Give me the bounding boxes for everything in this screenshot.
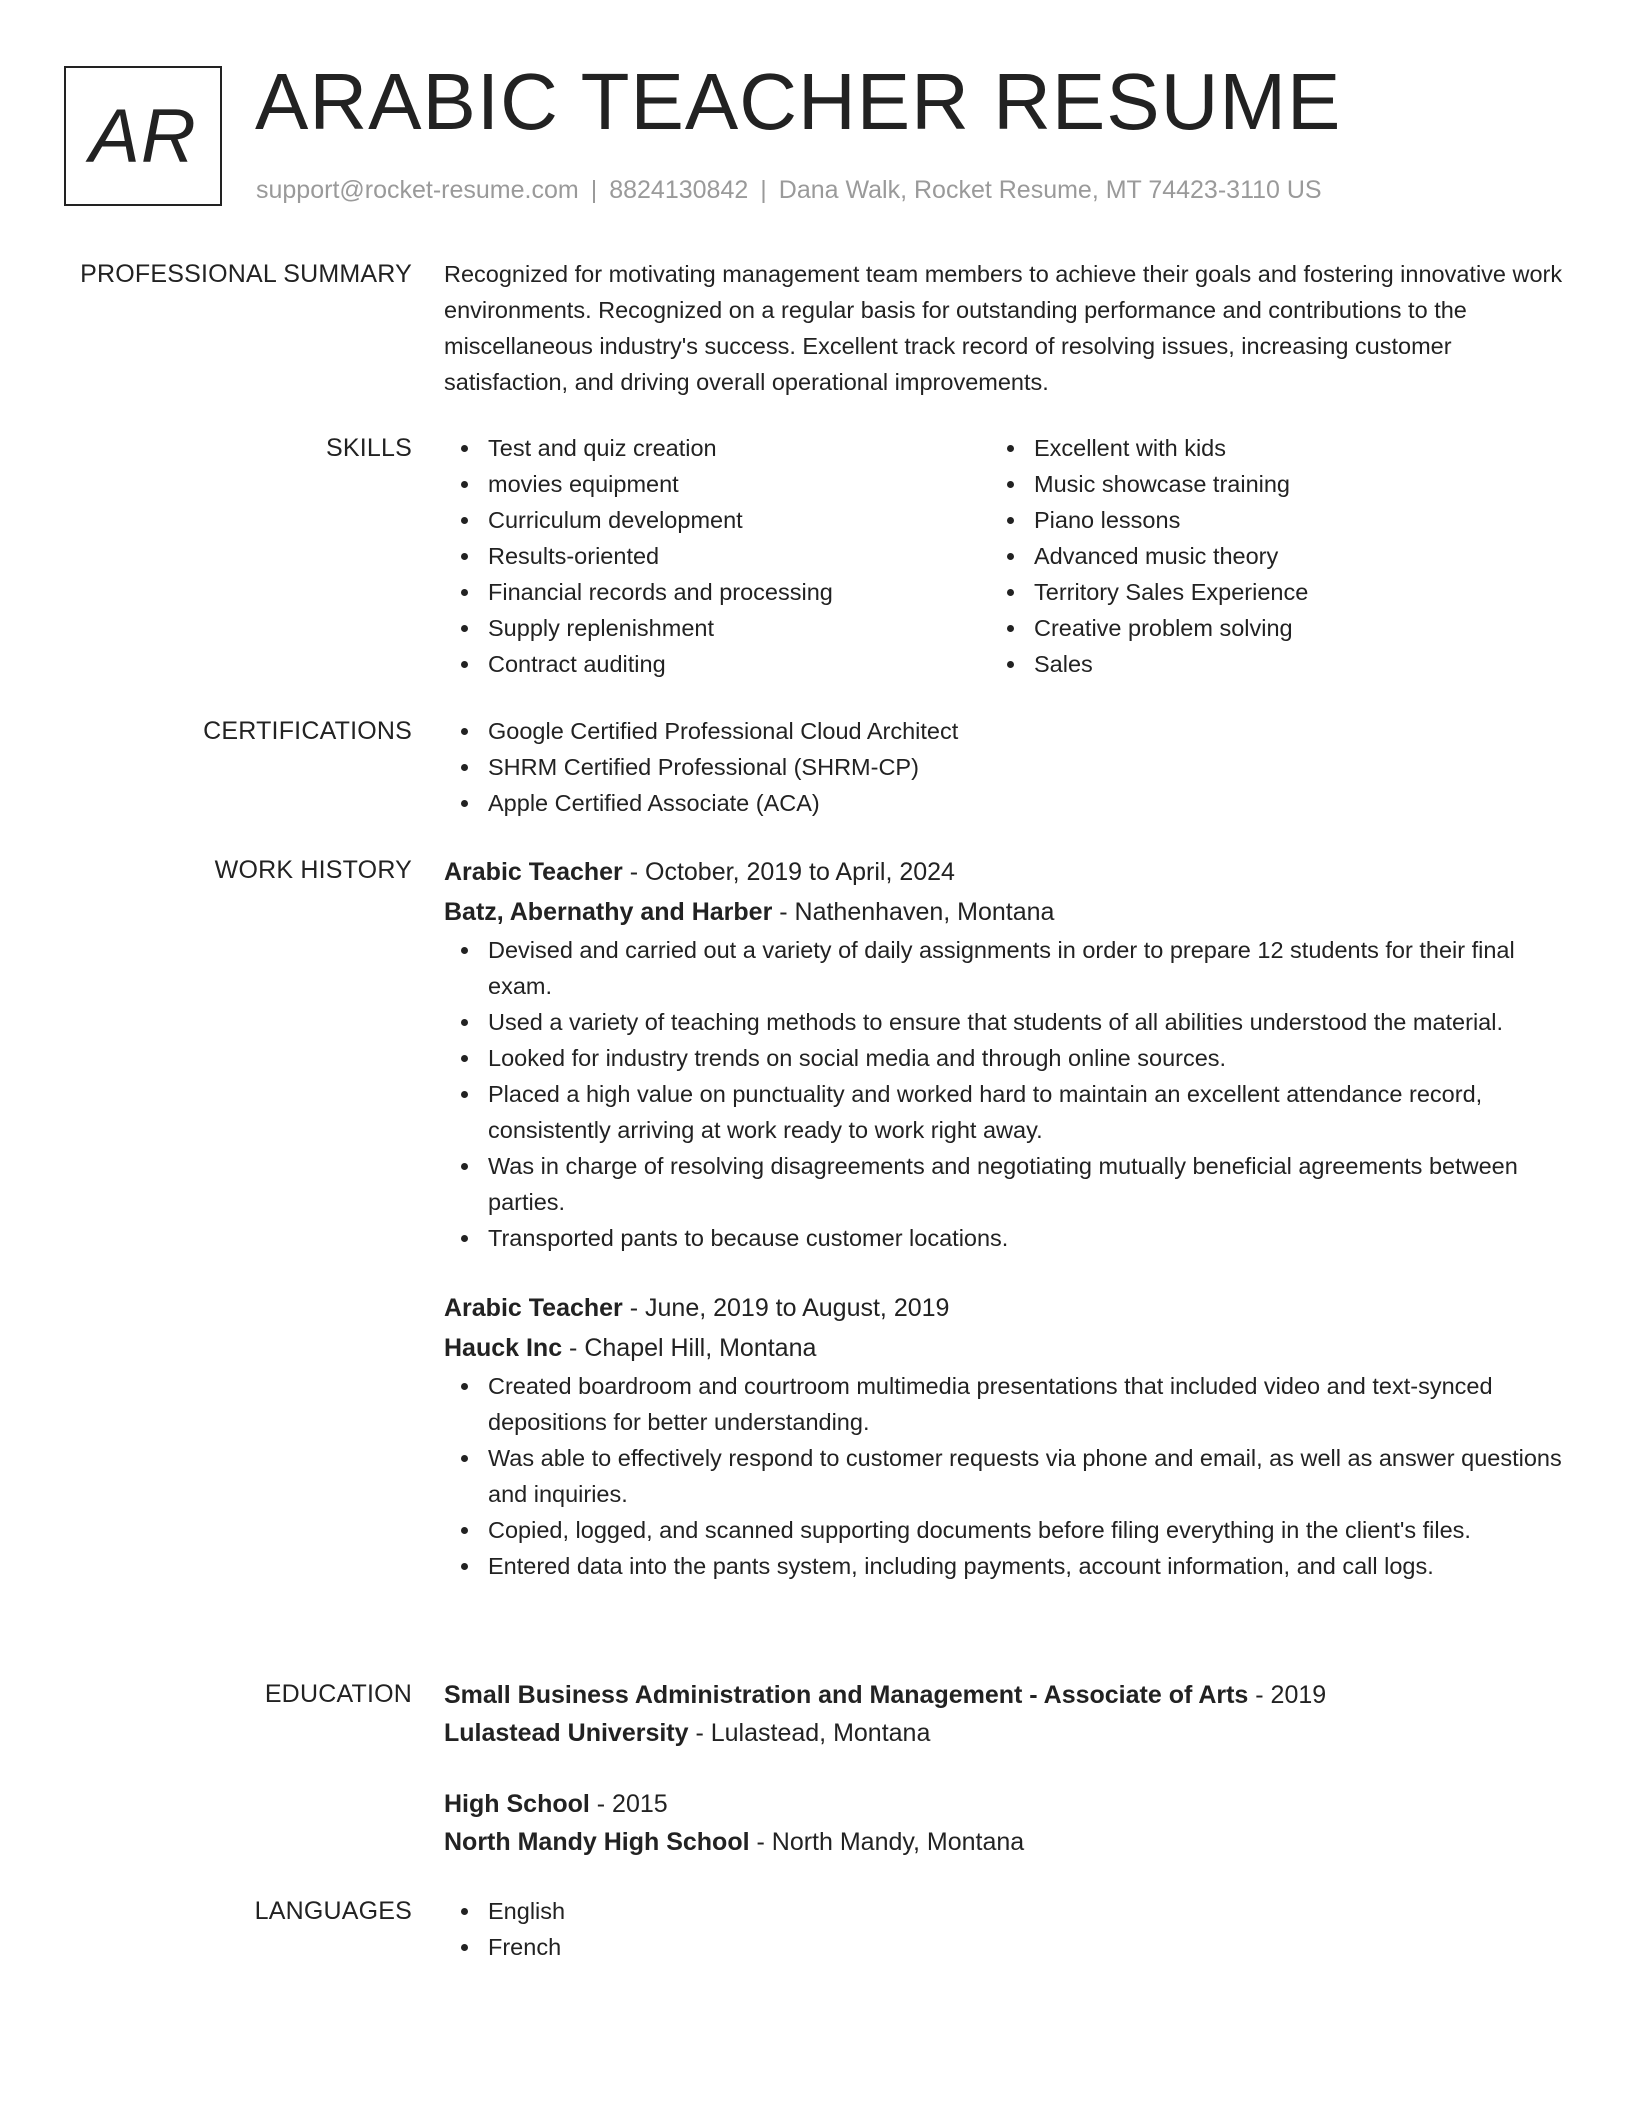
job-title: Arabic Teacher [444, 858, 623, 886]
job-bullet: Placed a high value on punctuality and worked hard to maintain an excellent attendance record, consistently arriving at work ready to work right away. [444, 1076, 1564, 1148]
job-bullet: Was able to effectively respond to customer requests via phone and email, as well as answer questions and inquiries. [444, 1440, 1564, 1512]
skill-item: Music showcase training [990, 466, 1536, 502]
education-school-line [444, 1714, 1564, 1752]
skill-item: Contract auditing [444, 646, 990, 682]
skill-item: Creative problem solving [990, 610, 1536, 646]
education-school-line [444, 1823, 1564, 1861]
education-school: North Mandy High School [444, 1828, 750, 1856]
education-degree: High School [444, 1790, 590, 1818]
education-degree-line [444, 1676, 1564, 1714]
education-degree-line [444, 1785, 1564, 1823]
job-bullet: Looked for industry trends on social media and through online sources. [444, 1040, 1564, 1076]
resume-title: ARABIC TEACHER RESUME [255, 57, 1342, 146]
job-bullet: Was in charge of resolving disagreements and negotiating mutually beneficial agreements between parties. [444, 1148, 1564, 1220]
skill-item: movies equipment [444, 466, 990, 502]
job-location: - Chapel Hill, Montana [562, 1334, 817, 1362]
education-location: - North Mandy, Montana [749, 1828, 1025, 1856]
languages-list [444, 1893, 1564, 1965]
certification-item: SHRM Certified Professional (SHRM-CP) [444, 749, 1564, 785]
certifications-list [444, 713, 1564, 821]
section-label: LANGUAGES [254, 1897, 412, 1925]
skill-item: Sales [990, 646, 1536, 682]
education-entry [444, 1676, 1564, 1752]
contact-separator: | [760, 176, 767, 204]
job-title-line [444, 1288, 1564, 1328]
job-bullet: Entered data into the pants system, including payments, account information, and call logs. [444, 1548, 1564, 1584]
job-bullet: Devised and carried out a variety of daily assignments in order to prepare 12 students for their final exam. [444, 932, 1564, 1004]
job-company-line [444, 1328, 1564, 1368]
contact-email: support@rocket-resume.com [256, 176, 579, 204]
job-bullets [444, 932, 1564, 1256]
job-dates: - June, 2019 to August, 2019 [622, 1294, 950, 1322]
education-degree: Small Business Administration and Management - Associate of Arts [444, 1681, 1249, 1709]
certification-item: Apple Certified Associate (ACA) [444, 785, 1564, 821]
job-entry [444, 852, 1564, 1256]
section-label: PROFESSIONAL SUMMARY [80, 260, 412, 288]
skills-list-right [990, 430, 1536, 682]
education-entry [444, 1785, 1564, 1861]
education-year: - 2019 [1248, 1681, 1327, 1709]
section-label: CERTIFICATIONS [203, 717, 412, 745]
skills-list-left [444, 430, 990, 682]
job-company-line [444, 892, 1564, 932]
language-item: French [444, 1929, 1564, 1965]
skill-item: Piano lessons [990, 502, 1536, 538]
job-bullets [444, 1368, 1564, 1584]
job-company: Hauck Inc [444, 1334, 563, 1362]
skill-item: Curriculum development [444, 502, 990, 538]
job-title-line [444, 852, 1564, 892]
contact-separator: | [590, 176, 598, 204]
section-label: WORK HISTORY [214, 856, 412, 884]
skill-item: Territory Sales Experience [990, 574, 1536, 610]
job-bullet: Transported pants to because customer locations. [444, 1220, 1564, 1256]
education-year: - 2015 [589, 1790, 668, 1818]
job-location: - Nathenhaven, Montana [772, 898, 1055, 926]
job-bullet: Copied, logged, and scanned supporting documents before filing everything in the client's files. [444, 1512, 1564, 1548]
education-location: - Lulastead, Montana [688, 1719, 931, 1747]
summary-text: Recognized for motivating management team members to achieve their goals and fostering innovative work environments. Recognized on a regular basis for outstanding performance and contributions to the miscellaneous industry's success. Excellent track record of resolving issues, increasing customer satisfaction, and driving overall operational improvements. [444, 261, 1563, 395]
contact-address: Dana Walk, Rocket Resume, MT 74423-3110 US [778, 176, 1322, 204]
language-item: English [444, 1893, 1564, 1929]
skill-item: Excellent with kids [990, 430, 1536, 466]
job-title: Arabic Teacher [444, 1294, 623, 1322]
skill-item: Supply replenishment [444, 610, 990, 646]
contact-phone: 8824130842 [609, 176, 749, 204]
section-label: EDUCATION [264, 1680, 412, 1708]
skill-item: Financial records and processing [444, 574, 990, 610]
section-label: SKILLS [326, 434, 412, 462]
contact-line [256, 172, 1322, 208]
certification-item: Google Certified Professional Cloud Architect [444, 713, 1564, 749]
job-entry [444, 1288, 1564, 1584]
job-bullet: Used a variety of teaching methods to ensure that students of all abilities understood the material. [444, 1004, 1564, 1040]
skill-item: Advanced music theory [990, 538, 1536, 574]
job-bullet: Created boardroom and courtroom multimedia presentations that included video and text-synced depositions for better understanding. [444, 1368, 1564, 1440]
education-school: Lulastead University [444, 1719, 689, 1747]
skill-item: Results-oriented [444, 538, 990, 574]
skill-item: Test and quiz creation [444, 430, 990, 466]
job-company: Batz, Abernathy and Harber [444, 898, 773, 926]
monogram-logo: AR [64, 66, 222, 206]
job-dates: - October, 2019 to April, 2024 [622, 858, 955, 886]
